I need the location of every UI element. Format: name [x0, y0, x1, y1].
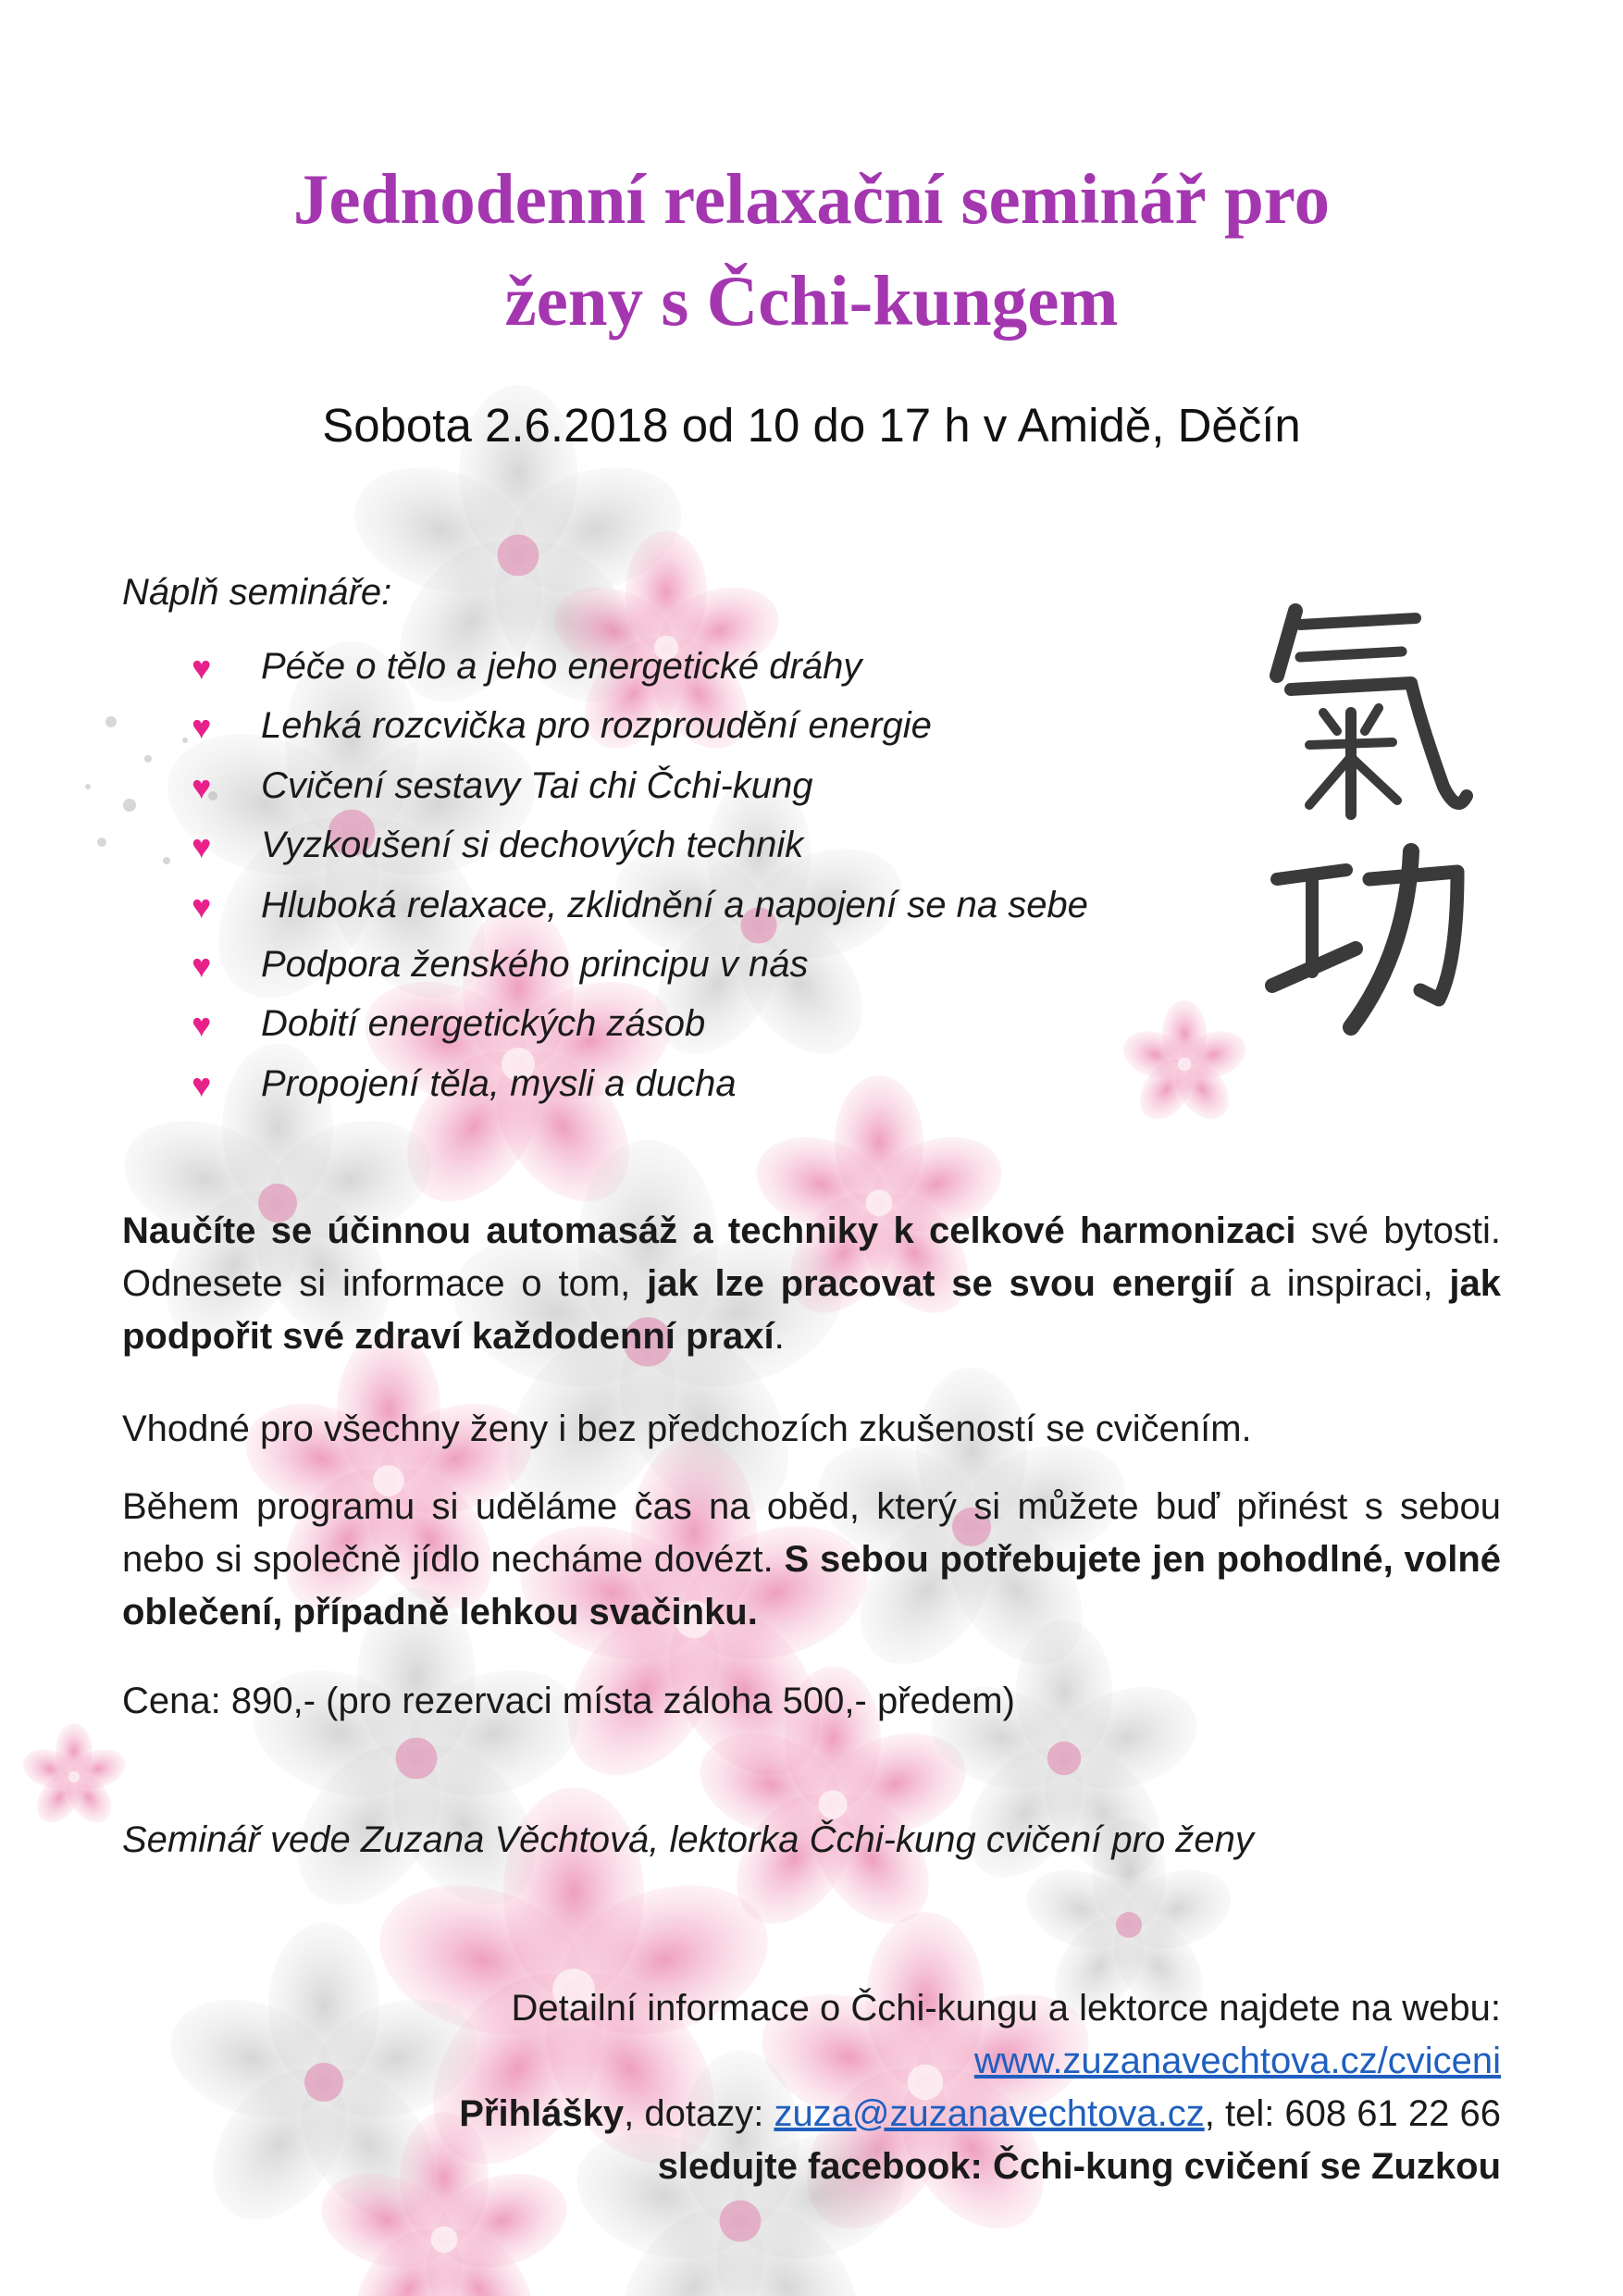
- lecturer-text: Seminář vede Zuzana Věchtová, lektorka Čchi-kung cvičení pro ženy: [122, 1819, 1254, 1860]
- heart-icon: ♥: [192, 887, 212, 925]
- heart-icon: ♥: [192, 827, 212, 866]
- list-item-text: Cvičení sestavy Tai chi Čchi-kung: [261, 764, 813, 806]
- phone-text: , tel: 608 61 22 66: [1204, 2093, 1501, 2134]
- price-text: Cena: 890,- (pro rezervaci místa záloha 500,- předem): [122, 1681, 1015, 1721]
- text-span: své bytosti. Odnesete si informace o tom,: [122, 1210, 1501, 1304]
- title-line-1: Jednodenní relaxační seminář pro: [292, 159, 1331, 239]
- text-bold: jak lze pracovat se svou energií: [647, 1263, 1233, 1304]
- benefits-lead-bold: Naučíte se účinnou automasáž a techniky k celkové harmonizaci: [122, 1210, 1296, 1251]
- signup-label: Přihlášky: [459, 2093, 625, 2134]
- page-title: [120, 148, 1503, 352]
- text-bold: S sebou potřebujete jen pohodlné, volné oblečení, případně lehkou svačinku.: [122, 1539, 1502, 1632]
- list-item-text: Péče o tělo a jeho energetické dráhy: [261, 646, 862, 687]
- lunch-paragraph: [122, 1481, 1501, 1639]
- website-link[interactable]: www.zuzanavechtova.cz/cviceni: [973, 2041, 1501, 2081]
- contact-block: [459, 1982, 1501, 2193]
- list-item-text: Hluboká relaxace, zklidnění a napojení se na sebe: [261, 884, 1088, 925]
- list-item-text: Propojení těla, mysli a ducha: [261, 1062, 737, 1104]
- heart-icon: ♥: [192, 649, 212, 687]
- heart-icon: ♥: [192, 708, 212, 747]
- heart-icon: ♥: [192, 946, 212, 985]
- event-date-location: Sobota 2.6.2018 od 10 do 17 h v Amidě, Děčín: [322, 399, 1301, 452]
- list-item-text: Dobití energetických zásob: [261, 1003, 706, 1045]
- list-item-text: Podpora ženského principu v nás: [261, 943, 809, 985]
- text-span: a inspiraci,: [1233, 1263, 1450, 1304]
- list-item-text: Vyzkoušení si dechových technik: [261, 825, 804, 866]
- text-span: , dotazy:: [624, 2093, 774, 2134]
- signup-line: [459, 2088, 1501, 2141]
- program-label: Náplň semináře:: [122, 572, 392, 613]
- title-line-2: ženy s Čchi-kungem: [504, 261, 1119, 341]
- text-span: Během programu si uděláme čas na oběd, který si můžete buď přinést s sebou nebo si společně jídlo necháme dovézt.: [122, 1486, 1501, 1580]
- facebook-text: sledujte facebook: Čchi-kung cvičení se Zuzkou: [657, 2146, 1501, 2187]
- benefits-paragraph: [122, 1205, 1501, 1363]
- list-item-text: Lehká rozcvička pro rozproudění energie: [261, 705, 932, 747]
- heart-icon: ♥: [192, 1065, 212, 1104]
- audience-paragraph: Vhodné pro všechny ženy i bez předchozích zkušeností se cvičením.: [122, 1409, 1252, 1449]
- heart-icon: ♥: [192, 1006, 212, 1045]
- heart-icon: ♥: [192, 767, 212, 806]
- contact-info-text: Detailní informace o Čchi-kungu a lektorce najdete na webu:: [511, 1988, 1501, 2029]
- qigong-calligraphy: [1258, 574, 1481, 1055]
- email-link[interactable]: zuza@zuzanavechtova.cz: [774, 2093, 1205, 2134]
- text-bold: jak podpořit své zdraví každodenní praxí: [122, 1263, 1501, 1357]
- text-span: .: [774, 1316, 785, 1357]
